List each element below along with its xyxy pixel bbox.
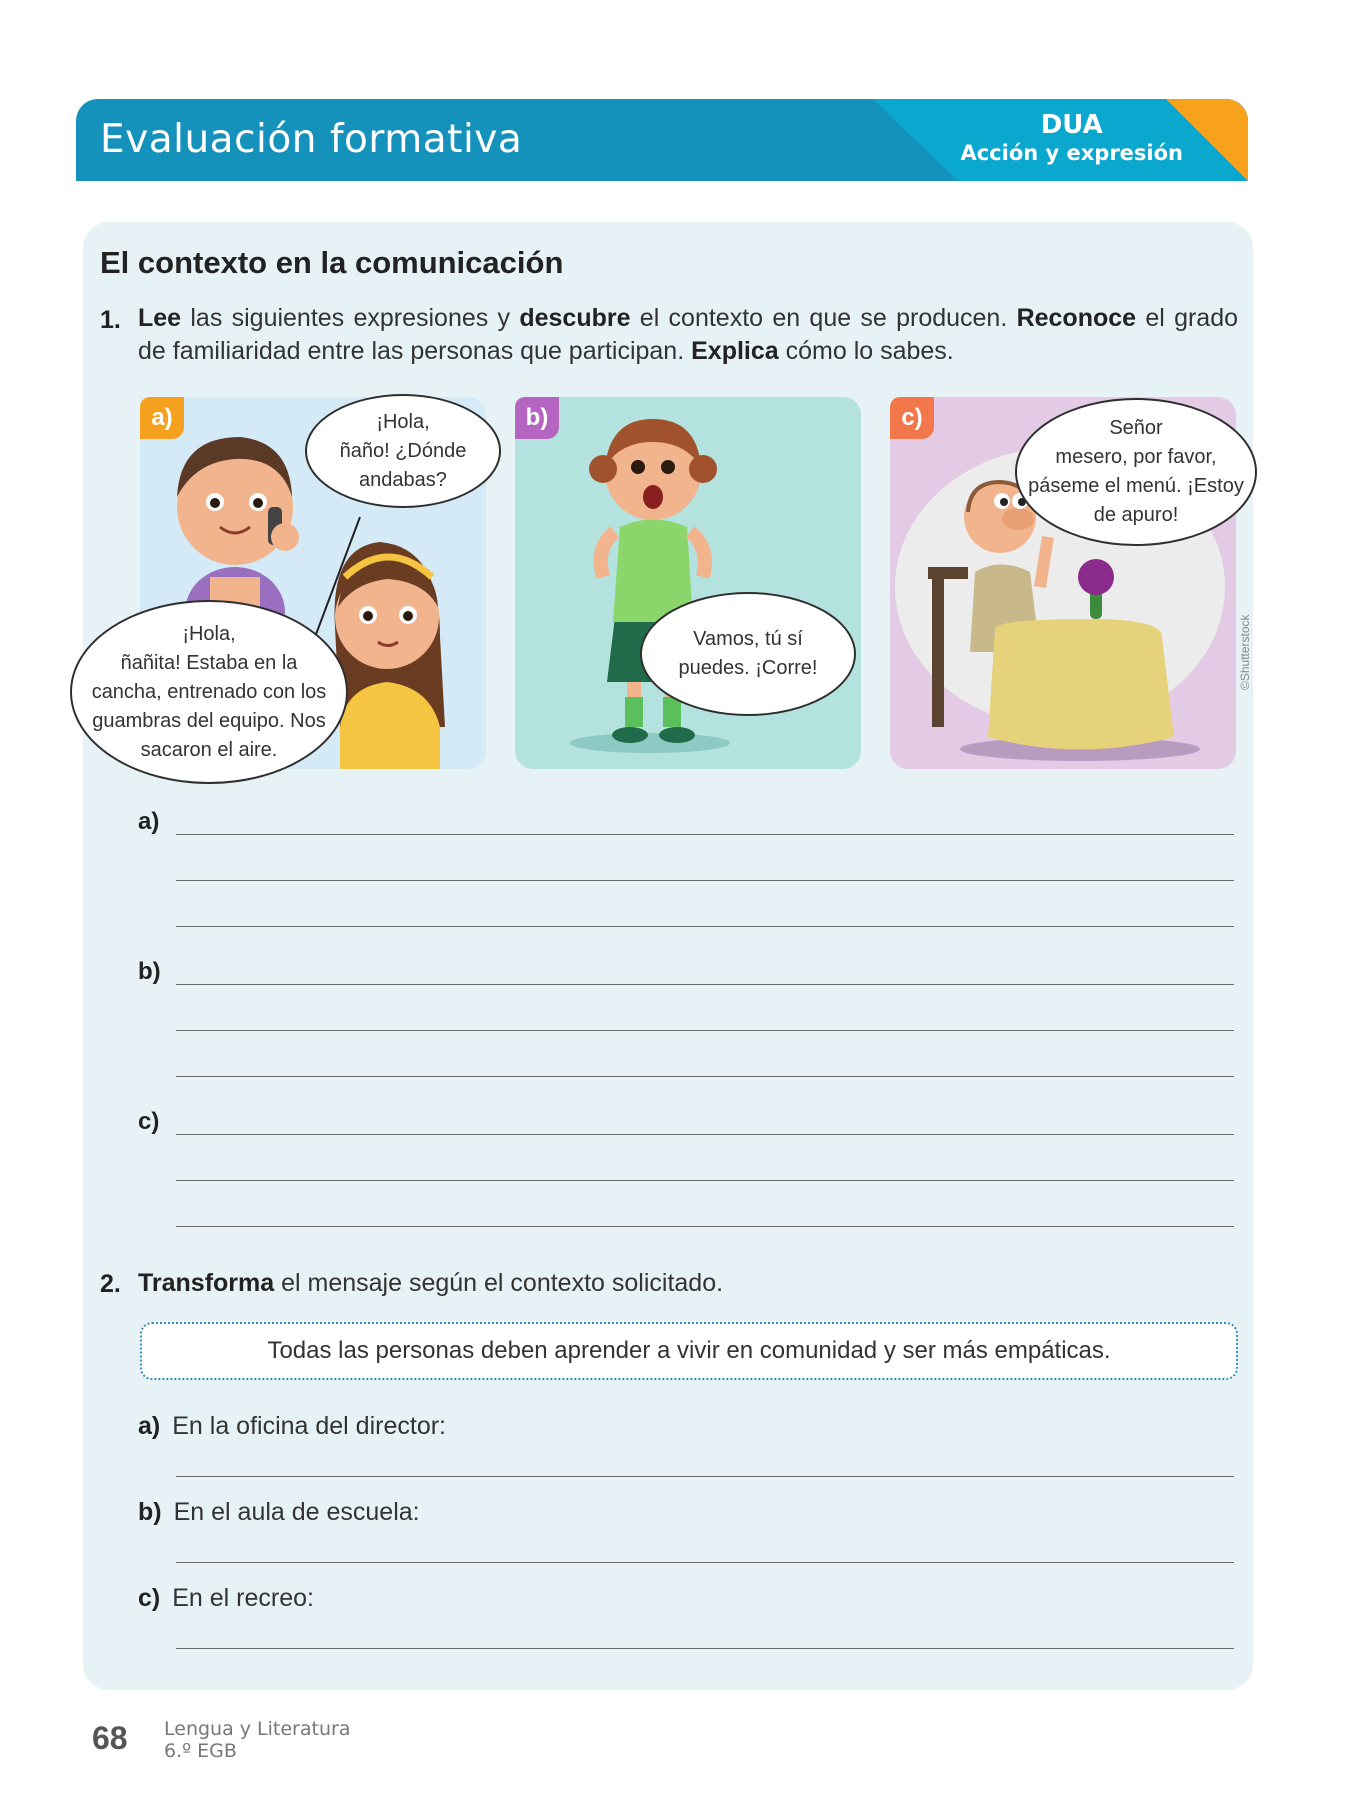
dua-subtitle: Acción y expresión [960, 141, 1183, 165]
answer-line[interactable] [176, 1226, 1234, 1227]
answer-line[interactable] [176, 984, 1234, 985]
speech-bubble-b [640, 592, 856, 716]
bubble-a-bottom-line-1: ¡Hola, [182, 622, 236, 645]
speech-bubble-a-girl [305, 394, 501, 508]
badge-c: c) [890, 397, 934, 439]
footer-subject: Lengua y Literatura [164, 1718, 351, 1740]
question-2-text [138, 1267, 1238, 1300]
bubble-c-line-1: Señor [1109, 417, 1163, 439]
question-1-number: 1. [100, 306, 121, 334]
q2-item-a [138, 1412, 446, 1441]
q1-text-3: el grado de familiaridad entre las personas que participan. [138, 304, 1239, 365]
answer-line[interactable] [176, 1648, 1234, 1649]
question-1-text [138, 302, 1238, 368]
q2-item-c-label: c) [138, 1584, 161, 1612]
badge-b: b) [515, 397, 559, 439]
speech-bubble-c [1015, 398, 1257, 546]
answer-1-label-b: b) [138, 958, 161, 985]
bubble-b-line-1: Vamos, tú sí [693, 628, 803, 650]
answer-line[interactable] [176, 926, 1234, 927]
q2-item-b-label: b) [138, 1498, 162, 1526]
answer-line[interactable] [176, 834, 1234, 835]
q2-item-b [138, 1498, 420, 1527]
speech-bubble-a-boy [70, 600, 348, 784]
badge-a: a) [140, 397, 184, 439]
bubble-a-top-line-3: andabas? [359, 468, 447, 491]
answer-1-label-c: c) [138, 1108, 160, 1135]
answer-line[interactable] [176, 1180, 1234, 1181]
bubble-a-top-line-2: ñaño! ¿Dónde [339, 439, 467, 462]
dua-title: DUA [1040, 110, 1103, 140]
bubble-c-line-4: de apuro! [1093, 504, 1179, 526]
page-number: 68 [92, 1720, 128, 1756]
bubble-a-bottom-line-3: cancha, entrenado con los [91, 680, 327, 703]
q2-text: el mensaje según el contexto solicitado. [274, 1269, 724, 1297]
answer-line[interactable] [176, 1030, 1234, 1031]
bubble-a-top-line-1: ¡Hola, [376, 410, 430, 433]
answer-1-label-a: a) [138, 808, 160, 835]
q2-item-a-text: En la oficina del director: [172, 1412, 446, 1440]
answer-line[interactable] [176, 1134, 1234, 1135]
bubble-c-line-2: mesero, por favor, [1055, 446, 1217, 468]
image-credit: ©Shutterstock [1238, 614, 1252, 690]
bubble-b-line-2: puedes. ¡Corre! [678, 657, 818, 679]
answer-line[interactable] [176, 880, 1234, 881]
girl-shouting-illustration [515, 397, 861, 769]
q1-text-2: el contexto en que se producen. [630, 304, 1017, 332]
q1-text-4: cómo lo sabes. [778, 337, 954, 365]
q2-item-c [138, 1584, 314, 1613]
section-title: El contexto en la comunicación [100, 245, 564, 280]
answer-line[interactable] [176, 1476, 1234, 1477]
bubble-c-line-3: páseme el menú. ¡Estoy [1028, 475, 1244, 497]
q1-verb-descubre: descubre [519, 304, 631, 332]
bubble-a-bottom-line-5: sacaron el aire. [140, 738, 278, 761]
q1-verb-explica: Explica [691, 337, 779, 365]
q2-item-c-text: En el recreo: [172, 1584, 314, 1612]
q2-item-b-text: En el aula de escuela: [173, 1498, 420, 1526]
q2-item-a-label: a) [138, 1412, 161, 1440]
q1-text-1: las siguientes expresiones y [181, 304, 520, 332]
q1-verb-lee: Lee [138, 304, 182, 332]
illustration-b [515, 397, 861, 769]
footer-grade: 6.º EGB [164, 1740, 237, 1762]
page-title: Evaluación formativa [100, 117, 523, 162]
header-banner [76, 99, 1248, 181]
bubble-a-bottom-line-4: guambras del equipo. Nos [92, 709, 326, 732]
question-2-number: 2. [100, 1270, 121, 1298]
dua-label [960, 111, 1183, 167]
answer-line[interactable] [176, 1076, 1234, 1077]
message-box: Todas las personas deben aprender a vivir en comunidad y ser más empáticas. [140, 1322, 1238, 1380]
bubble-a-bottom-line-2: ñañita! Estaba en la [120, 651, 298, 674]
q2-verb: Transforma [138, 1269, 275, 1297]
answer-line[interactable] [176, 1562, 1234, 1563]
q1-verb-reconoce: Reconoce [1016, 304, 1137, 332]
